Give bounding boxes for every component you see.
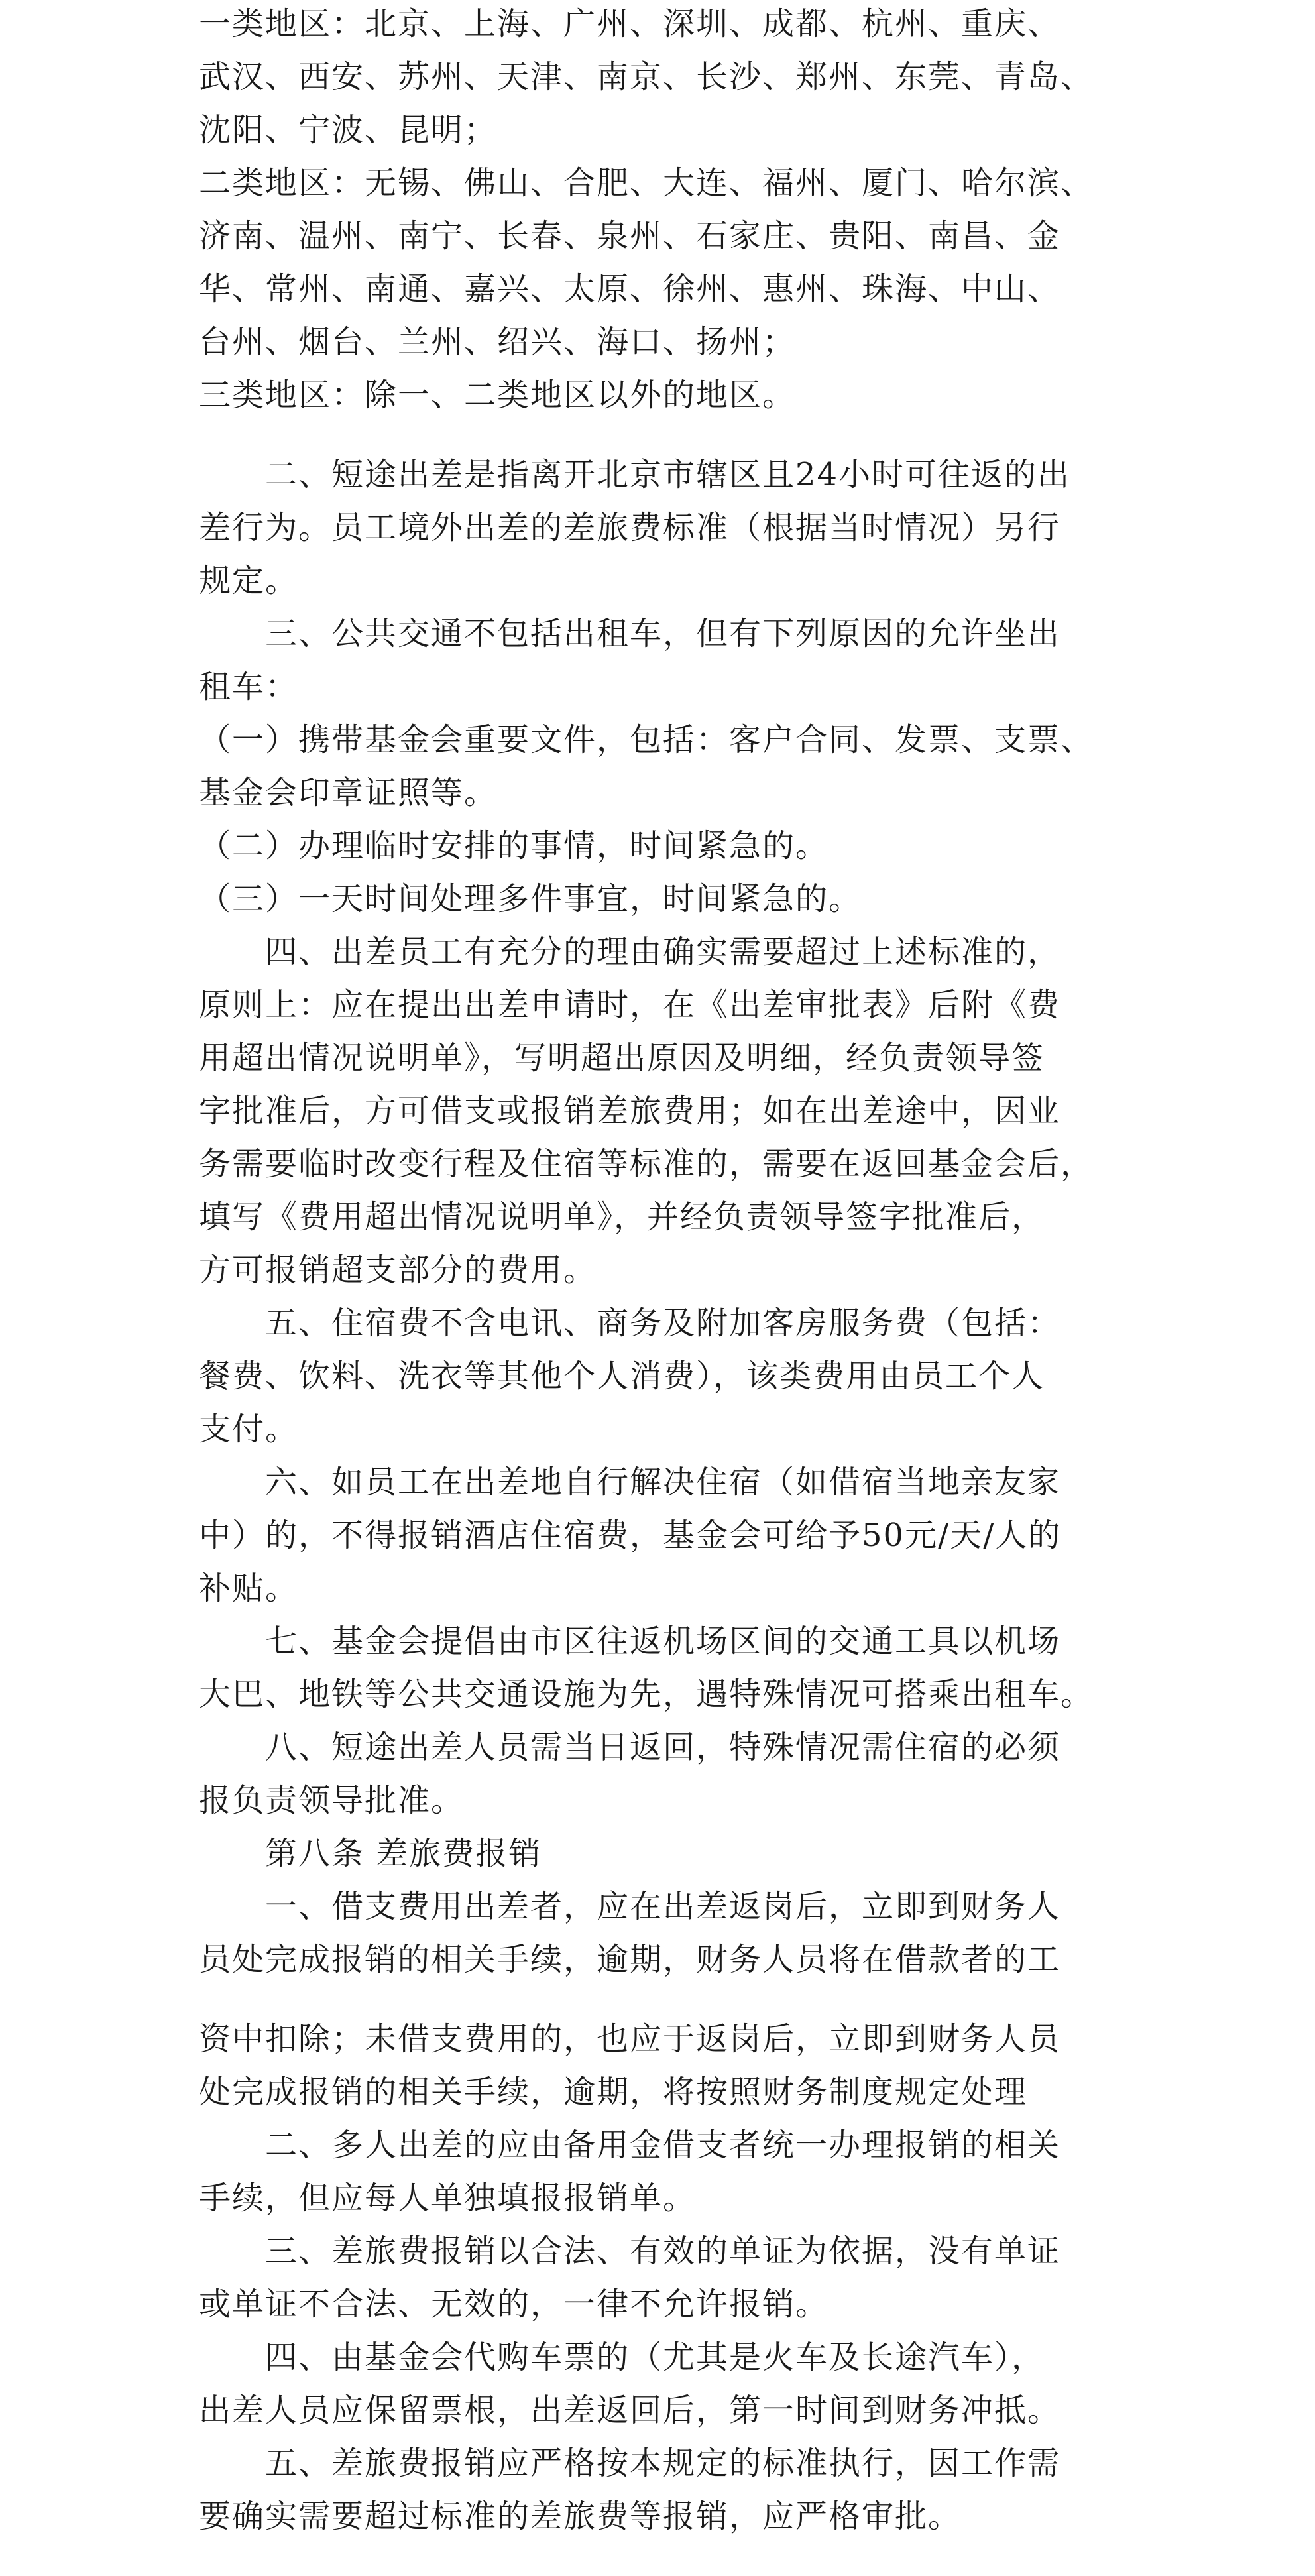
text-line: 四、由基金会代购车票的（尤其是火车及长途汽车）， [265,2339,1045,2376]
text-line: 三类地区：除一、二类地区以外的地区。 [199,377,796,414]
text-line: 处完成报销的相关手续，逾期，将按照财务制度规定处理 [199,2074,1028,2111]
text-line: 补贴。 [199,1570,299,1607]
text-line: 出差人员应保留票根，出差返回后，第一时间到财务冲抵。 [199,2392,1061,2429]
text-line: 五、住宿费不含电讯、商务及附加客房服务费（包括： [265,1305,1061,1342]
text-line: 方可报销超支部分的费用。 [199,1252,597,1289]
text-line: 资中扣除；未借支费用的，也应于返岗后，立即到财务人员 [199,2020,1061,2058]
text-line: 二、多人出差的应由备用金借支者统一办理报销的相关 [265,2127,1061,2164]
text-line: 租车： [199,668,299,705]
text-line: 二类地区：无锡、佛山、合肥、大连、福州、厦门、哈尔滨、 [199,164,1094,202]
text-line: 原则上：应在提出出差申请时，在《出差审批表》后附《费 [199,986,1061,1024]
text-line: （三）一天时间处理多件事宜，时间紧急的。 [199,880,862,917]
text-line: 规定。 [199,562,299,599]
text-line: 华、常州、南通、嘉兴、太原、徐州、惠州、珠海、中山、 [199,270,1061,308]
text-line: 济南、温州、南宁、长春、泉州、石家庄、贵阳、南昌、金 [199,217,1061,255]
text-line: 武汉、西安、苏州、天津、南京、长沙、郑州、东莞、青岛、 [199,58,1094,95]
text-line: 三、公共交通不包括出租车，但有下列原因的允许坐出 [265,615,1061,652]
text-line: 支付。 [199,1411,299,1448]
text-line: 基金会印章证照等。 [199,774,498,811]
text-line: 用超出情况说明单》，写明超出原因及明细，经负责领导签 [199,1039,1045,1077]
text-line: 中）的，不得报销酒店住宿费，基金会可给予50元/天/人的 [199,1517,1062,1554]
text-line: 台州、烟台、兰州、绍兴、海口、扬州； [199,323,796,361]
text-line: 大巴、地铁等公共交通设施为先，遇特殊情况可搭乘出租车。 [199,1676,1094,1713]
text-line: 填写《费用超出情况说明单》，并经负责领导签字批准后， [199,1199,1045,1236]
text-line: 六、如员工在出差地自行解决住宿（如借宿当地亲友家 [265,1464,1061,1501]
text-line: （一）携带基金会重要文件，包括：客户合同、发票、支票、 [199,721,1094,758]
text-line: 一、借支费用出差者，应在出差返岗后，立即到财务人 [265,1888,1061,1925]
text-line: 沈阳、宁波、昆明； [199,111,498,148]
text-line: （二）办理临时安排的事情，时间紧急的。 [199,827,829,864]
text-line: 三、差旅费报销以合法、有效的单证为依据，没有单证 [265,2233,1061,2270]
text-line: 务需要临时改变行程及住宿等标准的，需要在返回基金会后， [199,1145,1094,1183]
text-line: 五、差旅费报销应严格按本规定的标准执行，因工作需 [265,2445,1061,2482]
text-line: 手续，但应每人单独填报报销单。 [199,2180,697,2217]
text-line: 员处完成报销的相关手续，逾期，财务人员将在借款者的工 [199,1941,1061,1978]
text-line: 四、出差员工有充分的理由确实需要超过上述标准的， [265,933,1061,970]
section-heading: 第八条 差旅费报销 [265,1835,542,1872]
text-line: 餐费、饮料、洗衣等其他个人消费），该类费用由员工个人 [199,1358,1045,1395]
text-line: 七、基金会提倡由市区往返机场区间的交通工具以机场 [265,1623,1061,1660]
text-line: 要确实需要超过标准的差旅费等报销，应严格审批。 [199,2498,962,2535]
text-line: 字批准后，方可借支或报销差旅费用；如在出差途中，因业 [199,1092,1061,1130]
text-line: 八、短途出差人员需当日返回，特殊情况需住宿的必须 [265,1729,1061,1766]
text-line: 报负责领导批准。 [199,1782,465,1819]
text-line: 或单证不合法、无效的，一律不允许报销。 [199,2286,829,2323]
text-line: 一类地区：北京、上海、广州、深圳、成都、杭州、重庆、 [199,5,1061,42]
text-line: 二、短途出差是指离开北京市辖区且24小时可往返的出 [265,456,1071,493]
text-line: 差行为。员工境外出差的差旅费标准（根据当时情况）另行 [199,509,1061,546]
